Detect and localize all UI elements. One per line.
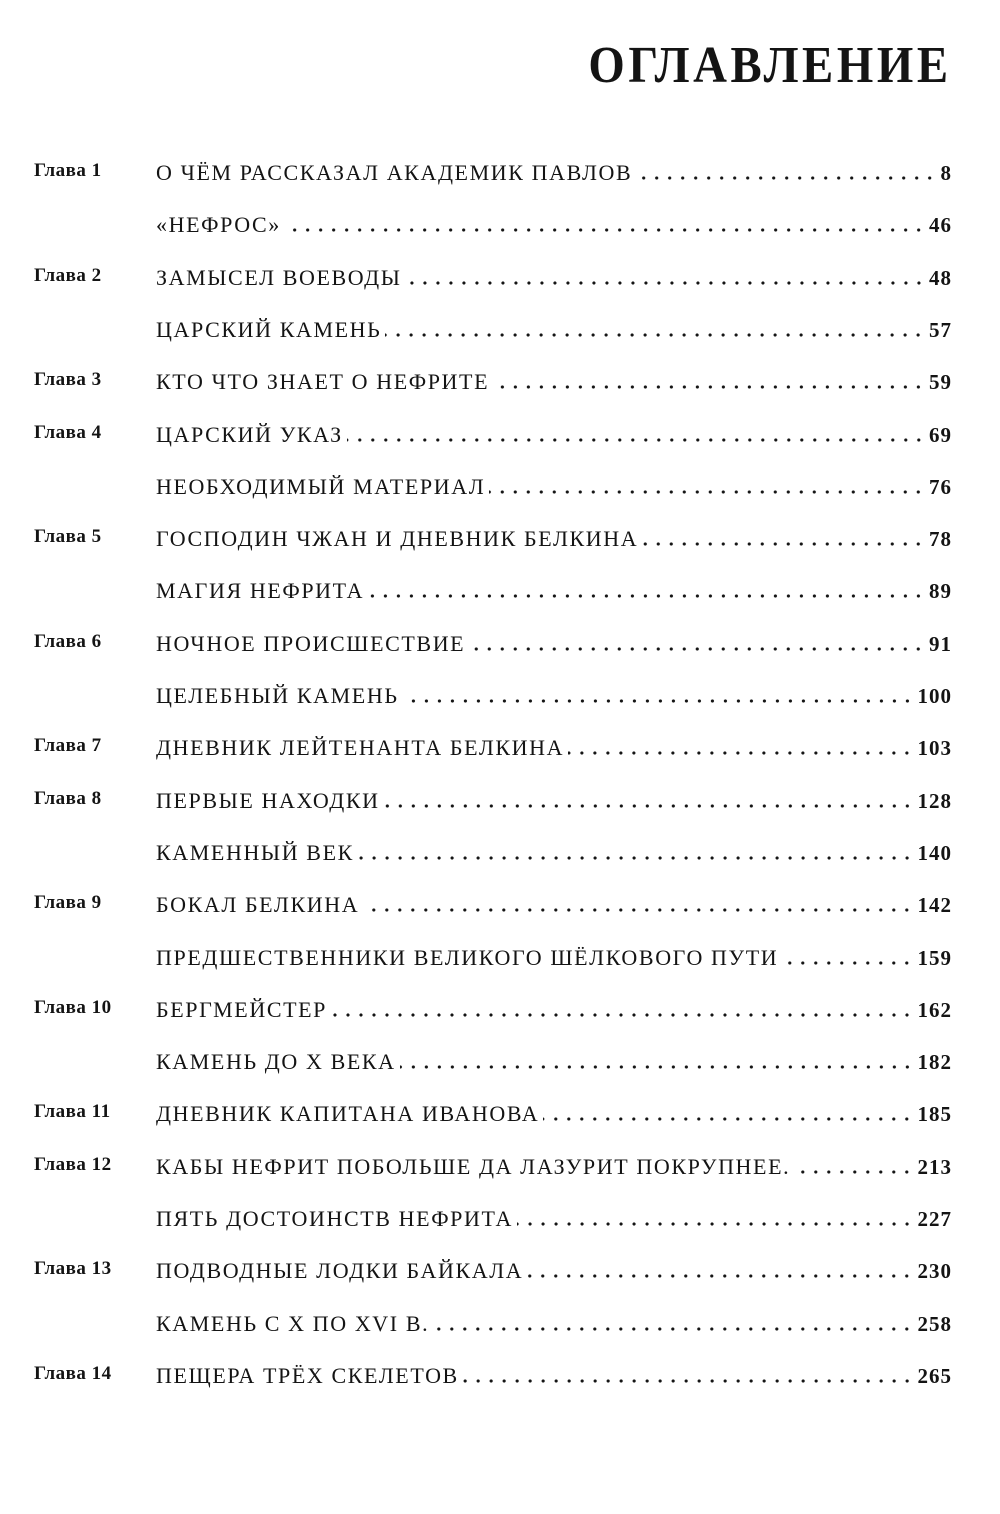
page-number: 48 [929,265,952,290]
toc-entry [34,150,952,190]
toc-entry-line [156,737,952,759]
toc-entry [34,359,952,399]
entry-title: О ЧЁМ РАССКАЗАЛ АКАДЕМИК ПАВЛОВ [156,160,633,185]
toc-entry [34,1091,952,1131]
entry-title: НЕОБХОДИМЫЙ МАТЕРИАЛ [156,473,486,499]
page-number: 142 [917,893,952,918]
toc-entry-line [156,473,952,499]
toc-entry-line [156,630,952,656]
page-number: 103 [917,736,952,761]
chapter-number: Глава 11 [34,1101,111,1123]
toc-entry-line [156,839,952,865]
page-number: 159 [917,945,952,970]
entry-title: КАБЫ НЕФРИТ ПОБОЛЬШЕ ДА ЛАЗУРИТ ПОКРУПНЕЕ. [156,1153,791,1179]
toc-entry-line [156,1362,952,1388]
page-number: 8 [940,161,952,185]
toc-entry [34,621,952,661]
toc-entry [34,516,952,556]
chapter-number: Глава 14 [34,1362,112,1384]
toc-entry [34,1039,952,1079]
page-number: 89 [929,579,952,604]
toc-entry-line [156,787,952,813]
dot-leader [463,1378,914,1384]
dot-leader [403,698,914,704]
chapter-number: Глава 9 [34,892,102,914]
chapter-number: Глава 10 [34,996,112,1018]
entry-title: ПЕЩЕРА ТРЁХ СКЕЛЕТОВ [156,1362,459,1388]
dot-leader [636,175,936,181]
page-number: 78 [929,527,952,552]
dot-leader [363,907,913,913]
chapter-number: Глава 2 [34,264,102,286]
dot-leader [285,227,925,233]
entry-title: «НЕФРОС» [156,212,281,238]
dot-leader [368,593,925,599]
page-number: 100 [917,684,952,708]
toc-entry [34,1196,952,1236]
page-number: 227 [917,1207,952,1231]
page-number: 265 [917,1363,952,1388]
entry-title: ЦАРСКИЙ КАМЕНЬ [156,316,382,342]
chapter-number: Глава 8 [34,787,102,809]
page-number: 185 [917,1102,952,1127]
chapter-number: Глава 7 [34,735,102,757]
toc-entry [34,307,952,347]
dot-leader [385,332,925,338]
toc-entry [34,987,952,1027]
toc-entry-line [156,528,952,550]
toc-entry-line [156,162,952,184]
entry-title: КАМЕНЬ ДО X ВЕКА [156,1049,396,1075]
toc-entry-line [156,996,952,1022]
dot-leader [469,646,925,652]
dot-leader [400,1064,914,1070]
toc-entry [34,935,952,975]
toc-entry [34,882,952,922]
toc-entry [34,464,952,504]
entry-title: КАМЕНЬ С X ПО XVI В. [156,1310,430,1336]
toc-entry-line [156,371,952,393]
page-number: 213 [917,1154,952,1179]
chapter-number: Глава 3 [34,369,102,391]
toc-entry-line [156,1051,952,1073]
entry-title: КТО ЧТО ЗНАЕТ О НЕФРИТЕ [156,369,490,395]
dot-leader [642,541,925,547]
entry-title: КАМЕННЫЙ ВЕК [156,839,354,865]
chapter-number: Глава 6 [34,630,102,652]
toc-entry-line [156,944,952,970]
toc-entry-line [156,264,952,290]
entry-title: ЦАРСКИЙ УКАЗ [156,421,343,447]
dot-leader [406,280,925,286]
entry-title: МАГИЯ НЕФРИТА [156,578,365,604]
page-number: 140 [917,840,952,865]
dot-leader [527,1273,913,1279]
toc-entry-line [156,580,952,602]
toc-entry [34,202,952,242]
dot-leader [384,803,914,809]
chapter-number: Глава 4 [34,421,102,443]
chapter-number: Глава 5 [34,526,102,548]
toc-entry-line [156,1310,952,1336]
toc-entry-line [156,1208,952,1230]
page-number: 91 [929,631,952,656]
chapter-number: Глава 13 [34,1258,112,1280]
dot-leader [568,750,913,756]
toc-entry-line [156,894,952,916]
page-title: ОГЛАВЛЕНИЕ [588,37,952,94]
page-number: 57 [929,317,952,342]
page-number: 46 [929,213,952,238]
dot-leader [489,489,925,495]
page-number: 128 [917,788,952,813]
entry-title: ПОДВОДНЫЕ ЛОДКИ БАЙКАЛА [156,1258,524,1284]
toc-entry [34,725,952,765]
entry-title: ПРЕДШЕСТВЕННИКИ ВЕЛИКОГО ШЁЛКОВОГО ПУТИ [156,944,779,970]
toc-entry [34,673,952,713]
dot-leader [358,855,914,861]
dot-leader [782,960,913,966]
entry-title: БОКАЛ БЕЛКИНА [156,892,360,918]
page-number: 230 [917,1259,952,1284]
entry-title: ДНЕВНИК ЛЕЙТЕНАНТА БЕЛКИНА [156,735,565,761]
toc-entry-line [156,685,952,707]
dot-leader [331,1012,913,1018]
entry-title: ГОСПОДИН ЧЖАН И ДНЕВНИК БЕЛКИНА [156,526,639,552]
toc-entry-line [156,1153,952,1179]
toc-entry [34,1353,952,1393]
dot-leader [493,384,925,390]
toc-entry [34,778,952,818]
toc-entry-line [156,316,952,342]
toc-entry-line [156,1103,952,1125]
toc-entry-line [156,1260,952,1282]
dot-leader [543,1116,913,1122]
entry-title: ДНЕВНИК КАПИТАНА ИВАНОВА [156,1101,540,1127]
page-number: 76 [929,474,952,499]
page-number: 69 [929,422,952,447]
dot-leader [794,1169,913,1175]
toc-entry [34,1248,952,1288]
toc-entry [34,412,952,452]
toc-entry [34,255,952,295]
chapter-number: Глава 12 [34,1153,112,1175]
page-number: 59 [929,370,952,395]
toc-entry [34,568,952,608]
entry-title: ЦЕЛЕБНЫЙ КАМЕНЬ [156,683,399,708]
chapter-number: Глава 1 [34,160,102,181]
toc-entry-line [156,421,952,447]
dot-leader [517,1221,914,1227]
toc-entry [34,1301,952,1341]
page-number: 162 [917,997,952,1022]
toc-entry [34,830,952,870]
toc-entry [34,1144,952,1184]
dot-leader [433,1326,913,1332]
entry-title: ПЯТЬ ДОСТОИНСТВ НЕФРИТА [156,1206,513,1231]
page-number: 182 [917,1050,952,1075]
entry-title: ПЕРВЫЕ НАХОДКИ [156,787,380,813]
page-number: 258 [917,1311,952,1336]
dot-leader [347,437,925,443]
entry-title: ЗАМЫСЕЛ ВОЕВОДЫ [156,264,402,290]
entry-title: НОЧНОЕ ПРОИСШЕСТВИЕ [156,630,466,656]
entry-title: БЕРГМЕЙСТЕР [156,996,328,1022]
toc-entry-line [156,214,952,236]
